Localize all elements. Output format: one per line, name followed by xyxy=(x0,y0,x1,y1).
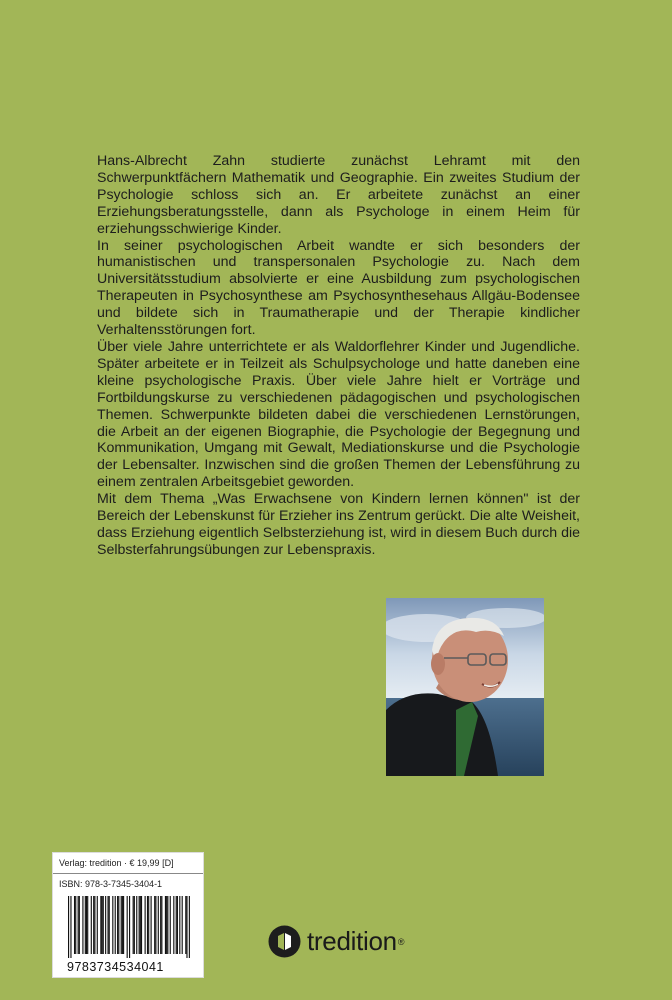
barcode-bar xyxy=(167,896,168,954)
barcode-bar xyxy=(101,896,102,954)
barcode-bar xyxy=(165,896,166,954)
barcode-bar xyxy=(155,896,156,954)
barcode-bar xyxy=(78,896,79,954)
barcode-bar xyxy=(129,896,130,958)
barcode-bar xyxy=(179,896,180,954)
publisher-logo xyxy=(268,925,404,958)
isbn-price-box xyxy=(52,852,204,978)
barcode-bar xyxy=(79,896,80,954)
isbn-divider xyxy=(53,873,203,874)
isbn-number: ISBN: 978-3-7345-3404-1 xyxy=(59,879,163,889)
barcode-bar xyxy=(136,896,137,954)
barcode-bar xyxy=(151,896,152,954)
barcode-bar xyxy=(94,896,95,954)
barcode-bar xyxy=(122,896,123,954)
barcode-bar xyxy=(86,896,87,954)
barcode-bar xyxy=(182,896,183,954)
barcode-bar xyxy=(123,896,124,954)
barcode-bar xyxy=(74,896,75,954)
barcode-bar xyxy=(109,896,110,954)
barcode-bar xyxy=(91,896,92,954)
barcode-bar xyxy=(173,896,174,954)
author-blurb xyxy=(97,153,580,559)
barcode-bar xyxy=(147,896,148,954)
barcode-bar xyxy=(85,896,86,954)
publisher-name: tredition xyxy=(307,926,397,956)
tredition-logo-icon xyxy=(268,925,301,958)
barcode-bar xyxy=(70,896,71,958)
barcode-bar xyxy=(115,896,116,954)
barcode-bar xyxy=(112,896,113,954)
barcode-bar xyxy=(140,896,141,954)
barcode-bar xyxy=(176,896,177,954)
price-publisher-line: Verlag: tredition · € 19,99 [D] xyxy=(59,858,174,868)
barcode-bar xyxy=(97,896,98,954)
barcode-bar xyxy=(139,896,140,954)
barcode-bar xyxy=(75,896,76,954)
barcode-bar xyxy=(185,896,186,954)
barcode-digits: 9783734534041 xyxy=(67,960,164,974)
barcode-bar xyxy=(161,896,162,954)
barcode-bar xyxy=(177,896,178,954)
barcode-bar xyxy=(107,896,108,954)
barcode-bar xyxy=(127,896,128,958)
barcode-bar xyxy=(145,896,146,954)
barcode-bar xyxy=(133,896,134,954)
barcode-bar xyxy=(141,896,142,954)
barcode-bar xyxy=(158,896,159,954)
barcode-bar xyxy=(68,896,69,958)
barcode-bar xyxy=(170,896,171,954)
barcode-bar xyxy=(166,896,167,954)
barcode-bar xyxy=(103,896,104,954)
barcode-bar xyxy=(148,896,149,954)
blurb-paragraph-4: Mit dem Thema „Was Erwachsene von Kindern lernen können" ist der Bereich der Lebenskunst für Erzieher ins Zentrum gerückt. Die alte Weisheit, dass Erziehung eigentlich Selbsterziehung ist, wird in diesem Buch durch die Selbsterfahrungsübungen zur Lebenspraxis. xyxy=(97,491,580,558)
registered-mark: ® xyxy=(397,936,405,947)
barcode-bar xyxy=(154,896,155,954)
author-photo xyxy=(386,598,544,776)
barcode-bar xyxy=(93,896,94,954)
isbn-barcode xyxy=(68,896,190,958)
barcode-bar xyxy=(186,896,187,958)
barcode-bar xyxy=(117,896,118,954)
blurb-paragraph-1: Hans-Albrecht Zahn studierte zunächst Lehramt mit den Schwerpunktfächern Mathematik und Geographie. Ein zweites Studium der Psychologie schloss sich an. Er arbeitete zunächst an einer Erziehungsberatungsstelle, dann als Psychologe in einem Heim für erziehungsschwierige Kinder. xyxy=(97,153,580,237)
blurb-paragraph-3: Über viele Jahre unterrichtete er als Waldorflehrer Kinder und Jugendliche. Später arbeitete er in Teilzeit als Schulpsychologe und hatte daneben eine kleine psychologische Praxis. Über viele Jahre hielt er Vorträge und Fortbildungskurse zu verschiedenen pädagogischen und psychologischen Themen. Schwerpunkte bildeten dabei die verschiedenen Lernstörungen, die Arbeit an der eigenen Biographie, die Psychologie der Begegnung und Kommunikation, Umgang mit Gewalt, Mediationskurse und die Psychologie der Lebensalter. Inzwischen sind die großen Themen der Lebensführung zu einem zentralen Arbeitsgebiet geworden. xyxy=(97,338,580,491)
blurb-paragraph-2: In seiner psychologischen Arbeit wandte er sich besonders der humanistischen und transpersonalen Psychologie zu. Nach dem Universitätsstudium absolvierte er eine Ausbildung zum psychologischen Therapeuten in Psychosynthese am Psychosynthesehaus Allgäu-Bodensee und bildete sich in Traumatherapie und der Therapie kindlicher Verhaltensstörungen fort. xyxy=(97,237,580,339)
barcode-bar xyxy=(160,896,161,954)
barcode-bar xyxy=(121,896,122,954)
barcode-bar xyxy=(105,896,106,954)
barcode-bar xyxy=(87,896,88,954)
barcode-bar xyxy=(100,896,101,954)
barcode-bar xyxy=(82,896,83,954)
barcode-bar xyxy=(134,896,135,954)
barcode-bar xyxy=(189,896,190,958)
barcode-bar xyxy=(118,896,119,954)
